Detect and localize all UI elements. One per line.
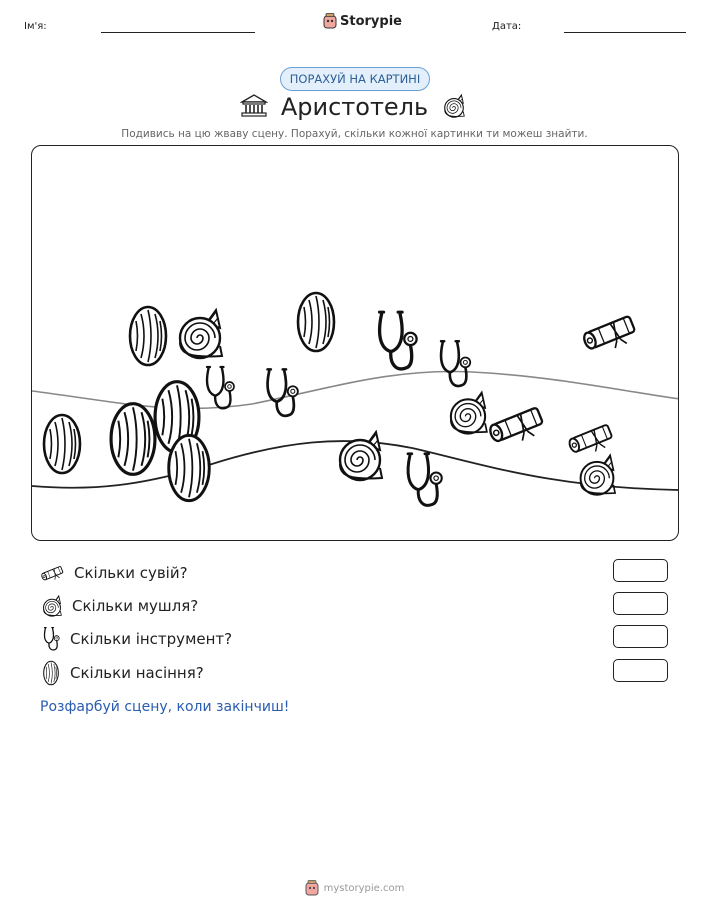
name-label: Ім'я:	[24, 21, 47, 32]
question-label: Скільки інструмент?	[70, 630, 233, 648]
date-label: Дата:	[492, 21, 522, 32]
scroll-icon	[40, 563, 66, 583]
date-line[interactable]	[564, 32, 686, 33]
scene-stethoscope	[408, 454, 442, 506]
question-label: Скільки мушля?	[72, 597, 199, 615]
scene-seed	[130, 307, 166, 365]
storypie-logo-icon	[323, 13, 337, 29]
scene-scroll	[567, 424, 614, 460]
scene-scroll	[582, 315, 639, 358]
storypie-logo	[323, 13, 402, 29]
scene-stethoscope	[441, 341, 470, 386]
answer-box-seeds[interactable]	[613, 659, 668, 682]
scene-shell	[340, 432, 382, 480]
scene-stethoscope	[268, 369, 298, 415]
question-scrolls	[40, 560, 188, 586]
page-title: Аристотель	[280, 93, 429, 121]
scene-seed	[44, 415, 80, 473]
answer-box-scrolls[interactable]	[613, 559, 668, 582]
count-badge: ПОРАХУЙ НА КАРТИНІ	[280, 67, 430, 91]
name-line[interactable]	[101, 32, 255, 33]
scene-drawing	[32, 146, 679, 541]
brand-name: Storypie	[340, 13, 402, 29]
footer-url[interactable]: mystorypie.com	[323, 882, 405, 894]
finish-note: Розфарбуй сцену, коли закінчиш!	[40, 699, 290, 715]
scene-stethoscope	[380, 312, 417, 369]
scene-shell	[180, 310, 222, 358]
scene-seed	[111, 404, 155, 475]
scene-seed	[298, 293, 334, 351]
question-shells	[40, 593, 198, 619]
scene-shell	[581, 455, 616, 494]
scene-stethoscope	[207, 367, 234, 408]
instructions: Подивись на цю жваву сцену. Порахуй, скільки кожної картинки ти можеш знайти.	[121, 128, 588, 140]
scene-shell	[451, 392, 487, 433]
scene-seed	[169, 435, 210, 500]
answer-box-stethoscopes[interactable]	[613, 625, 668, 648]
scene-scroll	[488, 406, 546, 450]
question-label: Скільки насіння?	[70, 664, 204, 682]
question-label: Скільки сувій?	[74, 564, 188, 582]
title-shell-icon	[441, 92, 467, 120]
answer-box-shells[interactable]	[613, 592, 668, 615]
footer	[0, 880, 709, 896]
scene-picture	[31, 145, 679, 541]
footer-logo-icon	[305, 880, 319, 896]
question-seeds	[40, 660, 204, 686]
shell-icon	[40, 595, 64, 617]
seed-icon	[40, 660, 62, 686]
question-stethoscopes	[40, 626, 232, 652]
stethoscope-icon	[40, 626, 62, 652]
